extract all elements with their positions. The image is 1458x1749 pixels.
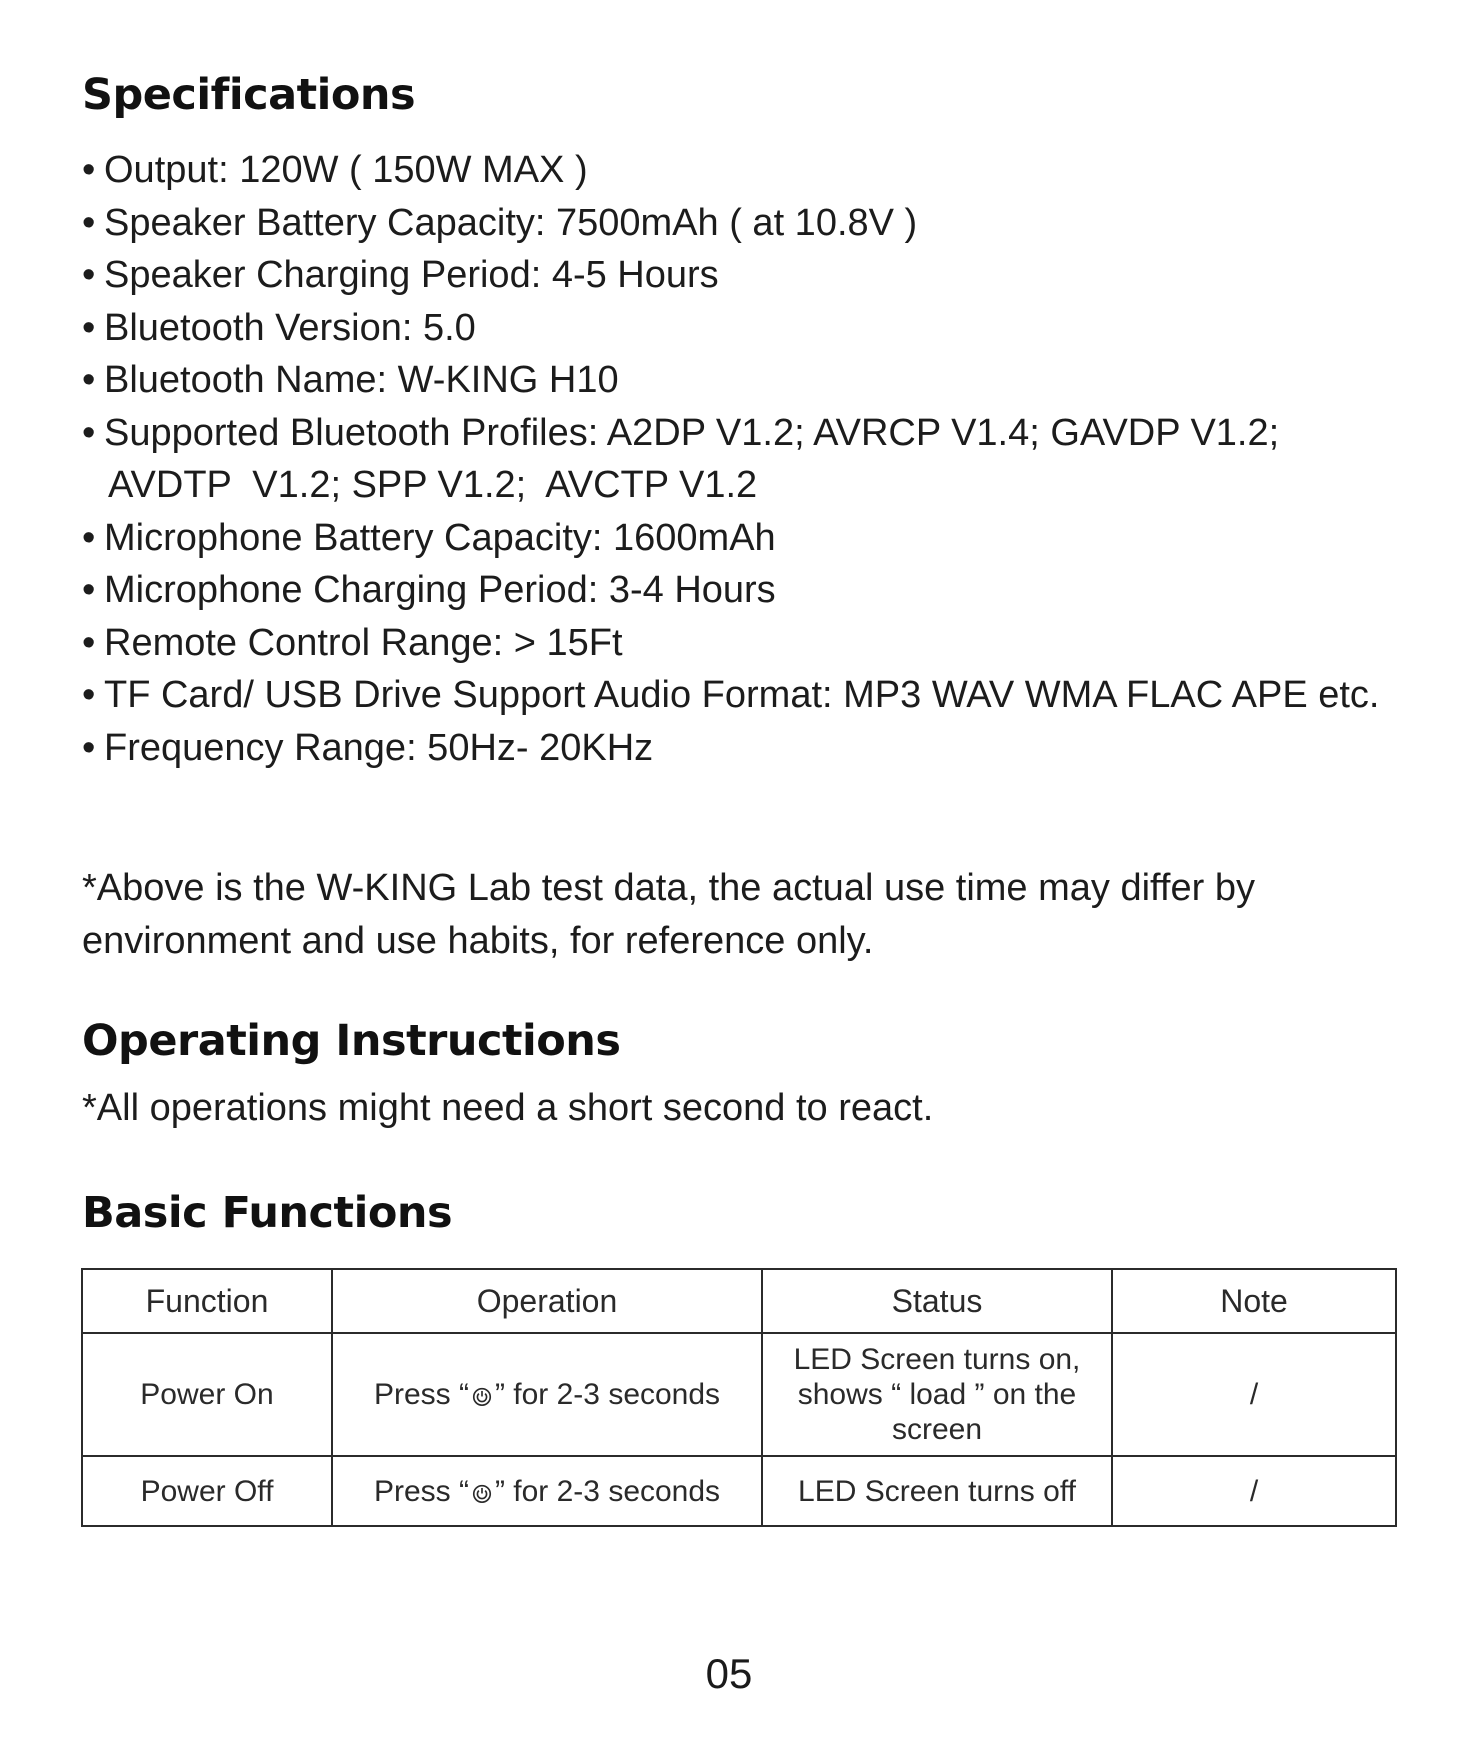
function-cell: Power On [82, 1333, 332, 1456]
column-header-note: Note [1112, 1269, 1396, 1333]
column-header-operation: Operation [332, 1269, 762, 1333]
operation-cell: Press “ ” for 2-3 seconds [332, 1456, 762, 1526]
status-cell: LED Screen turns off [762, 1456, 1112, 1526]
lab-test-note: *Above is the W-KING Lab test data, the actual use time may differ by environment and use habits, for reference only. [82, 867, 1255, 962]
page-number: 05 [705, 1650, 753, 1697]
spec-item-bluetooth-profiles: • Supported Bluetooth Profiles: A2DP V1.2; AVRCP V1.4; GAVDP V1.2; AVDTP V1.2; SPP V1.2; AVCTP V1.2 [82, 407, 1402, 512]
column-header-status: Status [762, 1269, 1112, 1333]
spec-item-frequency-range: • Frequency Range: 50Hz- 20KHz [82, 722, 1402, 775]
operation-cell: Press “ ” for 2-3 seconds [332, 1333, 762, 1456]
spec-item-remote-range: • Remote Control Range: > 15Ft [82, 617, 1402, 670]
note-cell: / [1112, 1456, 1396, 1526]
operating-instructions-note: *All operations might need a short second to react. [82, 1087, 934, 1129]
spec-item-bluetooth-profiles-continuation: AVDTP V1.2; SPP V1.2; AVCTP V1.2 [108, 464, 758, 506]
power-icon [471, 1385, 493, 1407]
power-icon [471, 1482, 493, 1504]
spec-item-audio-format: • TF Card/ USB Drive Support Audio Format: MP3 WAV WMA FLAC APE etc. [82, 669, 1402, 722]
specifications-heading: Specifications [82, 70, 416, 120]
spec-item-bluetooth-version: • Bluetooth Version: 5.0 [82, 302, 1402, 355]
spec-item-mic-battery: • Microphone Battery Capacity: 1600mAh [82, 512, 1402, 565]
table-row [82, 1333, 1396, 1456]
spec-item-mic-charging: • Microphone Charging Period: 3-4 Hours [82, 564, 1402, 617]
basic-functions-heading: Basic Functions [82, 1188, 453, 1238]
spec-item-bluetooth-name: • Bluetooth Name: W-KING H10 [82, 354, 1402, 407]
table-row [82, 1456, 1396, 1526]
status-cell: LED Screen turns on, shows “ load ” on the screen [762, 1333, 1112, 1456]
spec-item-speaker-charging: • Speaker Charging Period: 4-5 Hours [82, 249, 1402, 302]
spec-item-speaker-battery: • Speaker Battery Capacity: 7500mAh ( at 10.8V ) [82, 197, 1402, 250]
table-header-row [82, 1269, 1396, 1333]
operating-instructions-heading: Operating Instructions [82, 1016, 621, 1066]
basic-functions-table [81, 1268, 1397, 1527]
note-cell: / [1112, 1333, 1396, 1456]
spec-item-output: • Output: 120W ( 150W MAX ) [82, 144, 1402, 197]
specifications-list [82, 144, 1402, 774]
function-cell: Power Off [82, 1456, 332, 1526]
column-header-function: Function [82, 1269, 332, 1333]
